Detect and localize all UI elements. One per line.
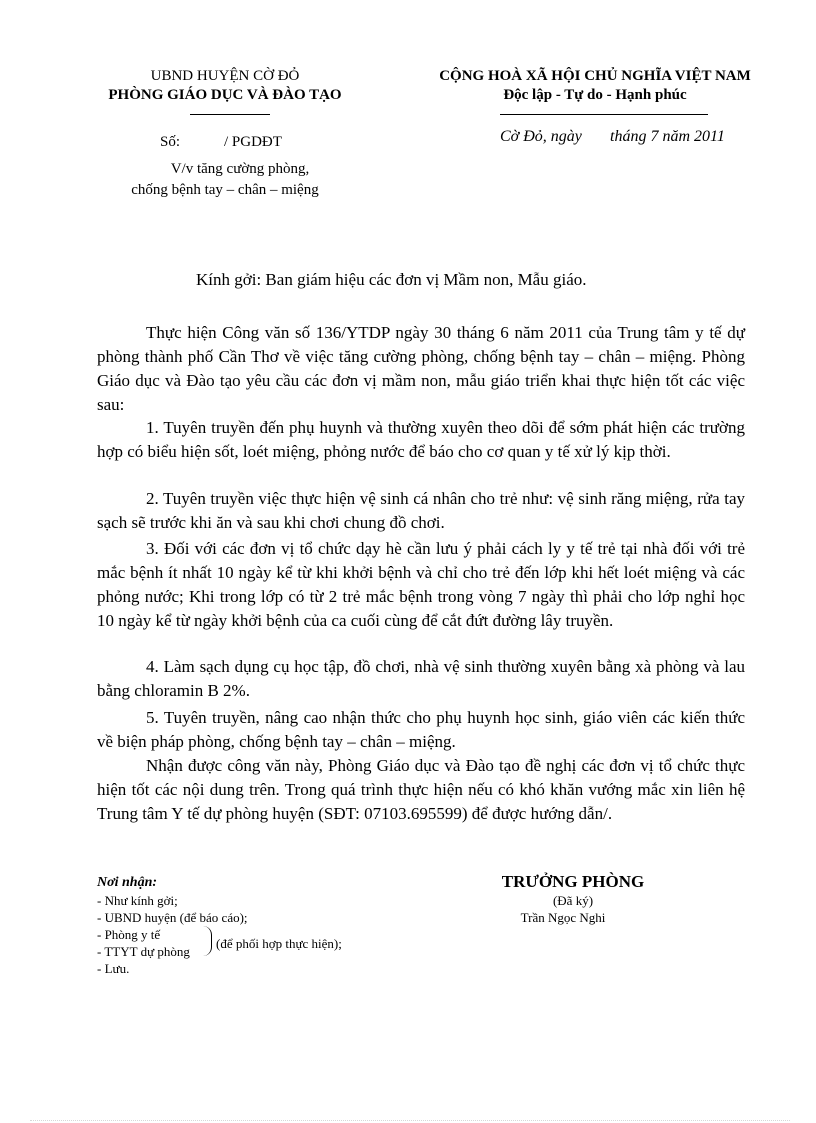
header-right-rule (500, 114, 708, 115)
item-3-paragraph: 3. Đối với các đơn vị tổ chức dạy hè cần lưu ý phải cách ly y tế trẻ tại nhà đối với trẻ mắc bệnh ít nhất 10 ngày kể từ khi khởi bệnh và chỉ cho trẻ đến lớp khi hết loét miệng và các phỏng nước; Khi trong lớp có từ 2 trẻ mắc bệnh trong vòng 7 ngày thì phải cho lớp nghỉ học 10 ngày kể từ ngày khởi bệnh của ca cuối cùng để cắt đứt đường lây truyền. (97, 539, 745, 630)
recipient-item: - Phòng y tế (97, 927, 161, 942)
signature-status: (Đã ký) (552, 893, 594, 908)
signature-title: TRƯỞNG PHÒNG (501, 872, 645, 891)
grouping-brace (203, 926, 212, 956)
nation-title: CỘNG HOÀ XÃ HỘI CHỦ NGHĨA VIỆT NAM (439, 68, 751, 84)
recipient-item: - Lưu. (97, 961, 130, 976)
department-name: PHÒNG GIÁO DỤC VÀ ĐÀO TẠO (108, 87, 342, 103)
subject-line-2: chống bệnh tay – chân – miệng (131, 182, 319, 198)
brace-note: (để phối hợp thực hiện); (216, 936, 342, 951)
recipient-item: - TTYT dự phòng (97, 944, 190, 959)
date-rest: tháng 7 năm 2011 (610, 128, 725, 145)
recipient-item: - UBND huyện (để báo cáo); (97, 910, 248, 925)
intro-paragraph: Thực hiện Công văn số 136/YTDP ngày 30 tháng 6 năm 2011 của Trung tâm y tế dự phòng thành phố Cần Thơ về việc tăng cường phòng, chống bệnh tay – chân – miệng. Phòng Giáo dục và Đào tạo yêu cầu các đơn vị mầm non, mẫu giáo triển khai thực hiện tốt các việc sau: (97, 323, 745, 414)
document-number-suffix: / PGDĐT (224, 134, 282, 150)
recipient-item: - Như kính gởi; (97, 893, 178, 908)
document-number-label: Số: (160, 134, 181, 150)
header-left-rule (190, 114, 270, 115)
recipient-line: Kính gởi: Ban giám hiệu các đơn vị Mầm non, Mẫu giáo. (196, 270, 587, 289)
page-bottom-dotted-line (30, 1120, 790, 1121)
item-1-paragraph: 1. Tuyên truyền đến phụ huynh và thường xuyên theo dõi để sớm phát hiện các trường hợp có biểu hiện sốt, loét miệng, phỏng nước để báo cho cơ quan y tế xử lý kịp thời. (97, 418, 745, 461)
closing-paragraph: Nhận được công văn này, Phòng Giáo dục và Đào tạo đề nghị các đơn vị tổ chức thực hiện tốt các nội dung trên. Trong quá trình thực hiện nếu có khó khăn vướng mắc xin liên hệ Trung tâm Y tế dự phòng huyện (SĐT: 07103.695599) để được hướng dẫn/. (97, 756, 745, 823)
nation-motto: Độc lập - Tự do - Hạnh phúc (503, 87, 687, 103)
subject-line-1: V/v tăng cường phòng, (170, 161, 310, 177)
item-4-paragraph: 4. Làm sạch dụng cụ học tập, đồ chơi, nhà vệ sinh thường xuyên bằng xà phòng và lau bằng chloramin B 2%. (97, 657, 745, 700)
item-2-paragraph: 2. Tuyên truyền việc thực hiện vệ sinh cá nhân cho trẻ như: vệ sinh răng miệng, rửa tay sạch sẽ trước khi ăn và sau khi chơi chung đồ chơi. (97, 489, 745, 532)
recipients-title: Nơi nhận: (97, 875, 158, 890)
date-place: Cờ Đỏ, ngày (500, 128, 582, 145)
district-name: UBND HUYỆN CỜ ĐỎ (150, 68, 300, 84)
item-5-paragraph: 5. Tuyên truyền, nâng cao nhận thức cho phụ huynh học sinh, giáo viên các kiến thức về biện pháp phòng, chống bệnh tay – chân – miệng. (97, 708, 745, 751)
signatory-name: Trần Ngọc Nghi (520, 910, 606, 925)
